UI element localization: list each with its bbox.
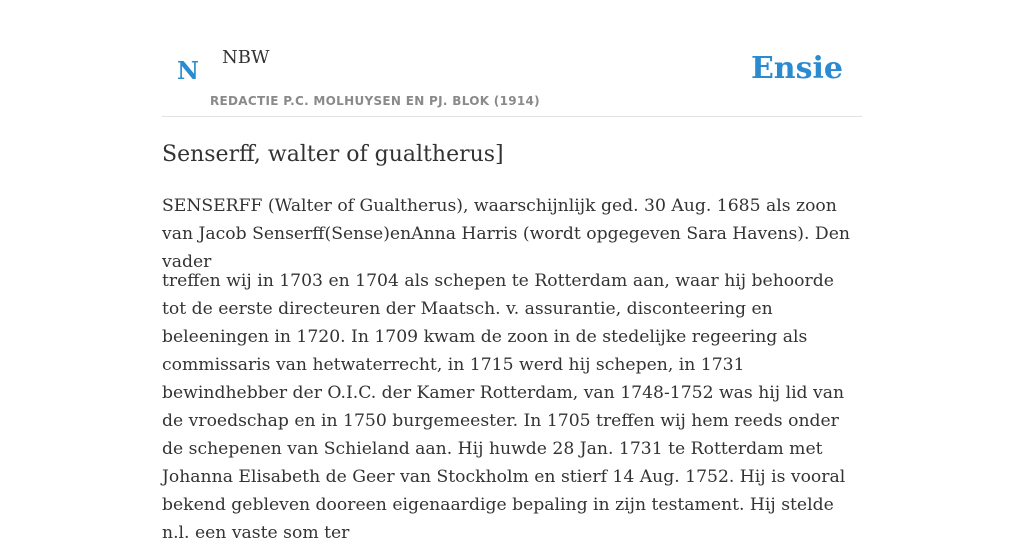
source-header: [162, 0, 862, 117]
source-logo: N: [177, 56, 199, 85]
article-title: Senserff, walter of gualtherus]: [162, 142, 504, 167]
source-subtitle: REDACTIE P.C. MOLHUYSEN EN PJ. BLOK (1914): [210, 94, 540, 108]
article-paragraph: SENSERFF (Walter of Gualtherus), waarschijnlijk ged. 30 Aug. 1685 als zoon van Jacob Senserff(Sense)enAnna Harris (wordt opgegeven Sara Havens). Den vader: [162, 196, 850, 272]
source-name[interactable]: NBW: [222, 47, 270, 68]
brand-logo-link[interactable]: Ensie: [750, 51, 843, 86]
article-paragraph: treffen wij in 1703 en 1704 als schepen te Rotterdam aan, waar hij behoorde tot de eerste directeuren der Maatsch. v. assurantie, disconteering en beleeningen in 1720. In 1709 kwam de zoon in de stedelijke regeering als commissaris van hetwaterrecht, in 1715 werd hij schepen, in 1731 bewindhebber der O.I.C. der Kamer Rotterdam, van 1748-1752 was hij lid van de vroedschap en in 1750 burgemeester. In 1705 treffen wij hem reeds onder de schepenen van Schieland aan. Hij huwde 28 Jan. 1731 te Rotterdam met Johanna Elisabeth de Geer van Stockholm en stierf 14 Aug. 1752. Hij is vooral bekend gebleven dooreen eigenaardige bepaling in zijn testament. Hij stelde n.l. een vaste som ter: [162, 271, 846, 543]
